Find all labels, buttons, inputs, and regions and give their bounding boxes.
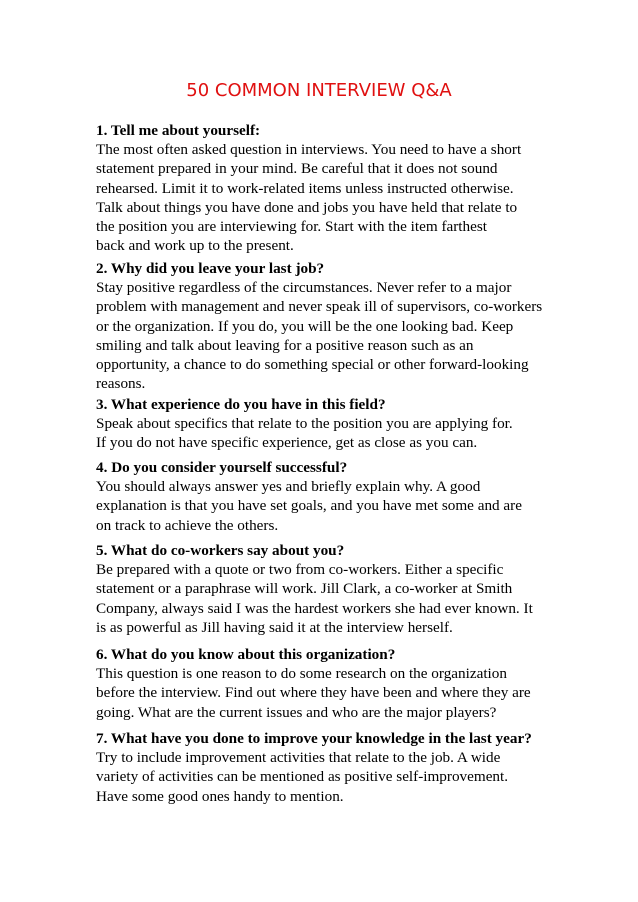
answer-line: before the interview. Find out where they have been and where they are xyxy=(96,684,531,702)
answer-line: This question is one reason to do some research on the organization xyxy=(96,665,507,683)
question-heading: 5. What do co-workers say about you? xyxy=(96,542,345,559)
answer-line: Company, always said I was the hardest workers she had ever known. It xyxy=(96,599,533,617)
answer-line: The most often asked question in interviews. You need to have a short xyxy=(96,141,522,159)
answer-line: opportunity, a chance to do something special or other forward-looking xyxy=(96,356,529,374)
answer-line: the position you are interviewing for. Start with the item farthest xyxy=(96,218,487,236)
answer-line: statement or a paraphrase will work. Jill Clark, a co-worker at Smith xyxy=(96,580,513,598)
qa-item-1 xyxy=(96,121,566,255)
page-title: 50 COMMON INTERVIEW Q&A xyxy=(186,80,452,101)
answer-line: Stay positive regardless of the circumstances. Never refer to a major xyxy=(96,279,512,297)
answer-line: explanation is that you have set goals, and you have met some and are xyxy=(96,497,522,515)
qa-item-7 xyxy=(96,729,566,806)
qa-item-5 xyxy=(96,541,566,637)
question-heading: 2. Why did you leave your last job? xyxy=(96,260,325,277)
answer-line: back and work up to the present. xyxy=(96,237,294,255)
answer-line: You should always answer yes and briefly explain why. A good xyxy=(96,478,481,496)
answer-line: on track to achieve the others. xyxy=(96,516,279,534)
answer-line: or the organization. If you do, you will be the one looking bad. Keep xyxy=(96,317,514,335)
qa-item-2 xyxy=(96,259,566,393)
question-heading: 4. Do you consider yourself successful? xyxy=(96,459,348,476)
qa-item-6 xyxy=(96,645,566,722)
answer-line: Talk about things you have done and jobs you have held that relate to xyxy=(96,198,518,216)
answer-line: rehearsed. Limit it to work-related items unless instructed otherwise. xyxy=(96,179,514,197)
answer-line: smiling and talk about leaving for a positive reason such as an xyxy=(96,336,474,354)
answer-line: Speak about specifics that relate to the position you are applying for. xyxy=(96,415,513,433)
answer-line: going. What are the current issues and who are the major players? xyxy=(96,703,497,721)
answer-line: is as powerful as Jill having said it at the interview herself. xyxy=(96,618,453,636)
question-heading: 7. What have you done to improve your knowledge in the last year? xyxy=(96,730,532,747)
answer-line: statement prepared in your mind. Be careful that it does not sound xyxy=(96,160,498,178)
qa-item-3 xyxy=(96,395,566,453)
answer-line: reasons. xyxy=(96,375,146,393)
answer-line: variety of activities can be mentioned as positive self-improvement. xyxy=(96,768,509,786)
question-heading: 6. What do you know about this organization? xyxy=(96,646,396,663)
answer-line: Have some good ones handy to mention. xyxy=(96,787,344,805)
answer-line: Be prepared with a quote or two from co-workers. Either a specific xyxy=(96,561,504,579)
answer-line: problem with management and never speak ill of supervisors, co-workers xyxy=(96,298,543,316)
question-heading: 3. What experience do you have in this field? xyxy=(96,396,386,413)
question-heading: 1. Tell me about yourself: xyxy=(96,122,261,139)
qa-item-4 xyxy=(96,458,566,535)
answer-line: If you do not have specific experience, get as close as you can. xyxy=(96,434,478,452)
answer-line: Try to include improvement activities that relate to the job. A wide xyxy=(96,749,501,767)
